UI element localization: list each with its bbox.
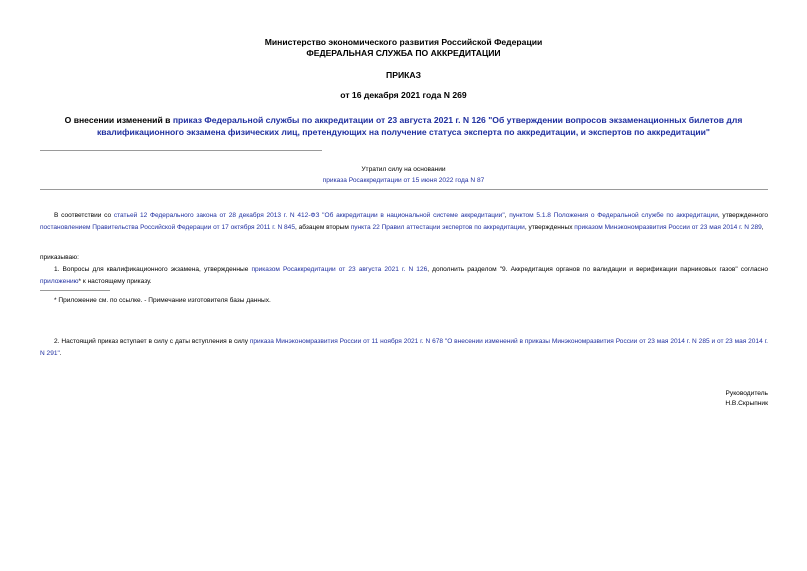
- law-article-link[interactable]: статьей 12 Федерального закона от 28 декабря 2013 г. N 412-ФЗ "Об аккредитации в национальной системе аккредитации": [113, 212, 505, 219]
- divider-top: [40, 150, 322, 151]
- item-1-text-2: , дополнить разделом "9. Аккредитация органов по валидации и верификации парниковых газов" согласно: [427, 266, 768, 273]
- ministry-name: Министерство экономического развития Российской Федерации: [264, 37, 543, 47]
- document-type: ПРИКАЗ: [386, 70, 421, 80]
- preamble-text-6: ,: [761, 223, 764, 231]
- item-1-text-1: 1. Вопросы для квалификационного экзамена, утвержденные: [54, 266, 252, 273]
- service-name: ФЕДЕРАЛЬНАЯ СЛУЖБА ПО АККРЕДИТАЦИИ: [306, 48, 501, 58]
- footnote-separator: [40, 290, 110, 291]
- signatory-name: Н.В.Скрыпник: [725, 400, 768, 407]
- divider-full: [40, 189, 768, 190]
- ministry-order-289-link[interactable]: приказом Минэкономразвития России от 23 мая 2014 г. N 289: [574, 223, 762, 231]
- document-title: [40, 115, 767, 138]
- preamble-text-5: , утвержденных: [524, 223, 575, 231]
- order-126-link[interactable]: приказом Росаккредитации от 23 августа 2021 г. N 126: [251, 266, 428, 273]
- preamble-text-2: ,: [504, 212, 510, 219]
- order-word: приказываю:: [40, 254, 79, 261]
- item-1-text-3: * к настоящему приказу.: [78, 277, 152, 285]
- preamble-text-1: В соответствии со: [54, 212, 114, 219]
- preamble-paragraph: [40, 210, 768, 233]
- item-1-paragraph: [40, 264, 768, 287]
- document-date-number: от 16 декабря 2021 года N 269: [340, 90, 467, 100]
- footnote: * Приложение см. по ссылке. - Примечание изготовителя базы данных.: [54, 297, 271, 304]
- title-prefix: О внесении изменений в: [64, 115, 173, 125]
- item-2-text-1: 2. Настоящий приказ вступает в силу с даты вступления в силу: [54, 338, 250, 345]
- attestation-rules-link[interactable]: пункта 22 Правил аттестации экспертов по аккредитации: [350, 223, 525, 231]
- order-678-link[interactable]: приказа Минэкономразвития России от 11 ноября 2021 г. N 678 "О внесении изменений в приказы Минэкономразвития России от 23 мая 2014 г. N 285 и от 23 мая 2014 г. N 291": [40, 338, 769, 357]
- government-decree-link[interactable]: постановлением Правительства Российской Федерации от 17 октября 2011 г. N 845: [40, 223, 295, 231]
- lost-force-link[interactable]: приказа Росаккредитации от 15 июня 2022 года N 87: [322, 177, 485, 184]
- title-order-link[interactable]: приказ Федеральной службы по аккредитации от 23 августа 2021 г. N 126 "Об утверждении вопросов экзаменационных билетов для квалификационного экзамена физических лиц, претендующих на получение статуса эксперта по аккредитации, и экспертов по аккредитации": [96, 115, 743, 137]
- lost-force-note: Утратил силу на основании: [361, 166, 446, 173]
- preamble-text-4: , абзацем вторым: [294, 223, 351, 231]
- signatory-position: Руководитель: [725, 390, 768, 397]
- item-2-text-2: .: [59, 349, 62, 357]
- appendix-link[interactable]: приложению: [40, 277, 79, 285]
- preamble-text-3: , утвержденного: [717, 212, 768, 219]
- item-2-paragraph: [40, 336, 768, 359]
- lost-force-link-line: [40, 176, 767, 186]
- regulation-point-link[interactable]: пунктом 5.1.8 Положения о Федеральной службе по аккредитации: [509, 212, 718, 219]
